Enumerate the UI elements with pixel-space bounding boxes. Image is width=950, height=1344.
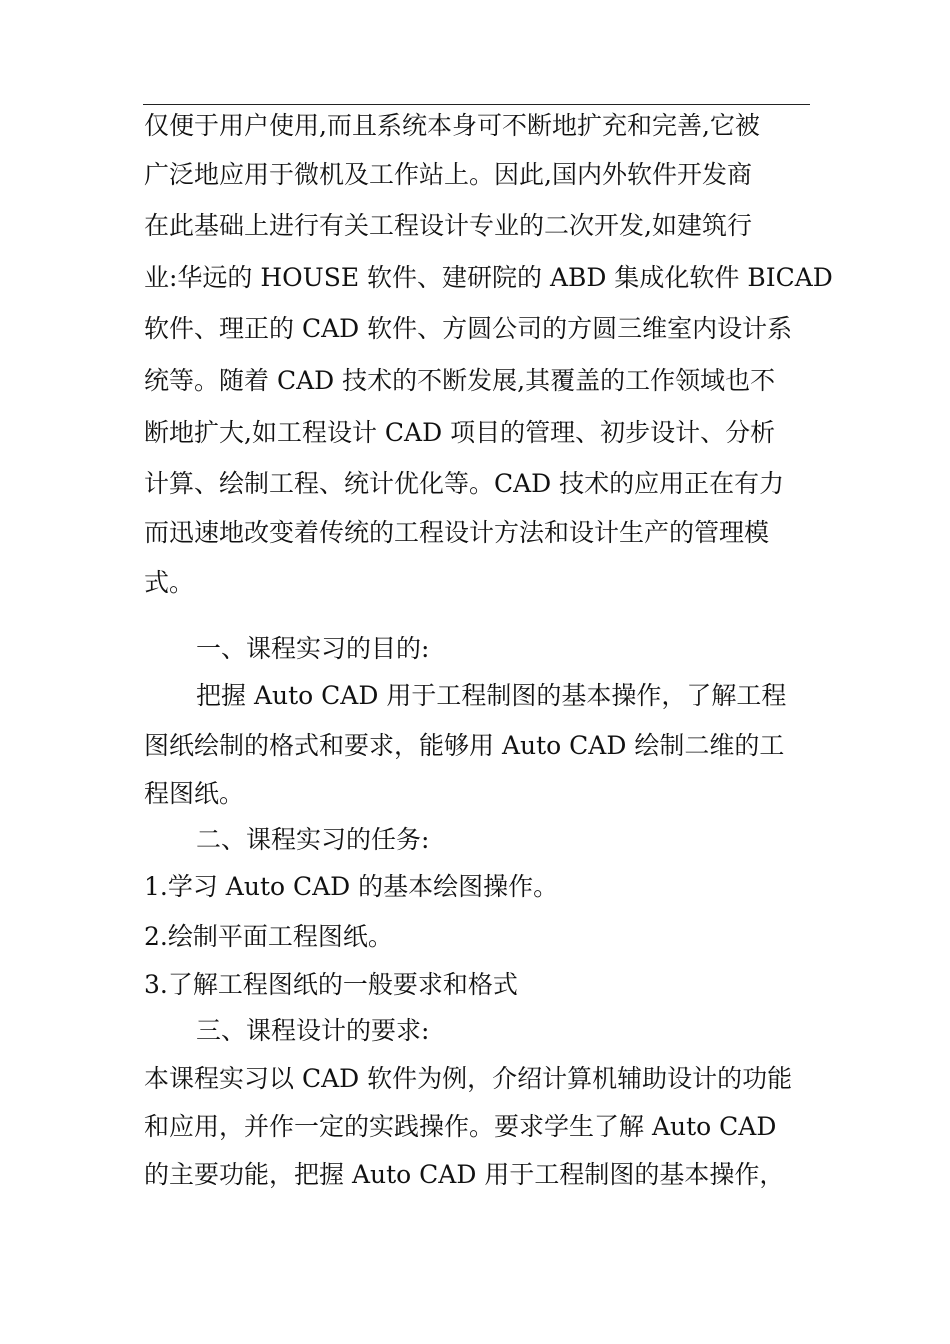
text-line: 在此基础上进行有关工程设计专业的二次开发,如建筑行 <box>144 211 752 240</box>
task-item: 3.了解工程图纸的一般要求和格式 <box>144 970 518 999</box>
task-item: 2.绘制平面工程图纸。 <box>144 922 393 951</box>
text-line: 而迅速地改变着传统的工程设计方法和设计生产的管理模 <box>144 518 770 547</box>
text-line: 和应用，并作一定的实践操作。要求学生了解 Auto CAD <box>144 1112 777 1141</box>
text-line: 把握 Auto CAD 用于工程制图的基本操作，了解工程 <box>196 681 787 710</box>
text-line: 计算、绘制工程、统计优化等。CAD 技术的应用正在有力 <box>144 469 785 498</box>
text-line: 式。 <box>144 568 195 597</box>
text-line: 软件、理正的 CAD 软件、方圆公司的方圆三维室内设计系 <box>144 314 793 343</box>
text-line: 统等。随着 CAD 技术的不断发展,其覆盖的工作领域也不 <box>144 366 776 395</box>
text-line: 本课程实习以 CAD 软件为例，介绍计算机辅助设计的功能 <box>144 1064 793 1093</box>
text-line: 程图纸。 <box>144 779 245 808</box>
text-line: 仅便于用户使用,而且系统本身可不断地扩充和完善,它被 <box>144 111 760 140</box>
section-heading-requirements: 三、课程设计的要求: <box>196 1016 430 1045</box>
task-item: 1.学习 Auto CAD 的基本绘图操作。 <box>144 872 559 901</box>
text-line: 图纸绘制的格式和要求，能够用 Auto CAD 绘制二维的工 <box>144 731 785 760</box>
section-heading-purpose: 一、课程实习的目的: <box>196 634 430 663</box>
text-line: 业:华远的 HOUSE 软件、建研院的 ABD 集成化软件 BICAD <box>144 263 833 292</box>
text-line: 广泛地应用于微机及工作站上。因此,国内外软件开发商 <box>144 160 752 189</box>
header-rule <box>143 104 810 105</box>
text-line: 断地扩大,如工程设计 CAD 项目的管理、初步设计、分析 <box>144 418 776 447</box>
text-line: 的主要功能，把握 Auto CAD 用于工程制图的基本操作， <box>144 1160 785 1189</box>
section-heading-tasks: 二、课程实习的任务: <box>196 825 430 854</box>
